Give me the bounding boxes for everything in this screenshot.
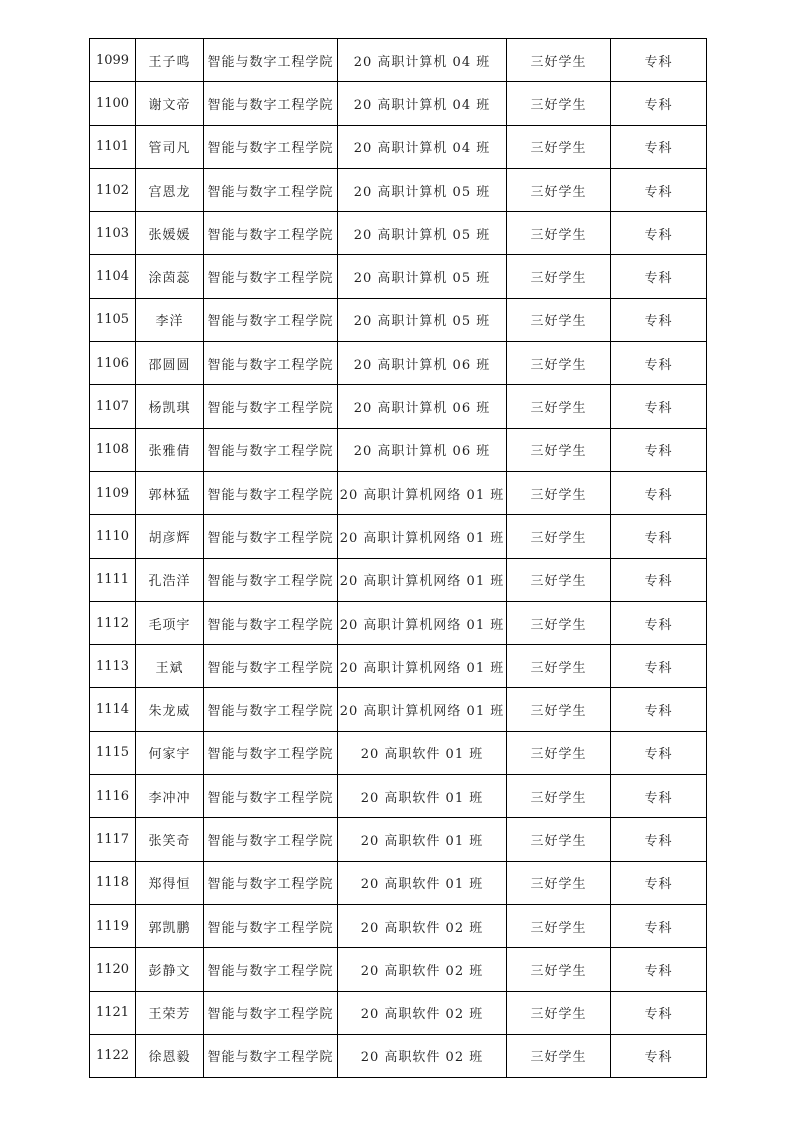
award-title-cell: 三好学生 (507, 428, 611, 471)
education-level-cell: 专科 (611, 601, 707, 644)
class-name-cell: 20 高职计算机网络 01 班 (338, 688, 507, 731)
award-title-cell: 三好学生 (507, 212, 611, 255)
education-level-cell: 专科 (611, 558, 707, 601)
student-name-cell: 张雅倩 (136, 428, 204, 471)
award-title-cell: 三好学生 (507, 39, 611, 82)
award-title-cell: 三好学生 (507, 255, 611, 298)
student-name-cell: 毛项宇 (136, 601, 204, 644)
class-name-cell: 20 高职计算机 04 班 (338, 82, 507, 125)
table-row (90, 861, 707, 904)
college-name-cell: 智能与数字工程学院 (204, 948, 338, 991)
education-level-cell: 专科 (611, 731, 707, 774)
class-name-cell: 20 高职计算机 05 班 (338, 298, 507, 341)
award-title-cell: 三好学生 (507, 558, 611, 601)
row-number-cell: 1119 (90, 904, 136, 947)
class-name-cell: 20 高职软件 01 班 (338, 861, 507, 904)
table-row (90, 39, 707, 82)
student-name-cell: 谢文帝 (136, 82, 204, 125)
table-row (90, 515, 707, 558)
award-title-cell: 三好学生 (507, 775, 611, 818)
education-level-cell: 专科 (611, 861, 707, 904)
row-number-cell: 1116 (90, 775, 136, 818)
student-name-cell: 李冲冲 (136, 775, 204, 818)
class-name-cell: 20 高职计算机 06 班 (338, 385, 507, 428)
class-name-cell: 20 高职软件 01 班 (338, 818, 507, 861)
award-title-cell: 三好学生 (507, 471, 611, 514)
student-name-cell: 管司凡 (136, 125, 204, 168)
student-name-cell: 涂茵蕊 (136, 255, 204, 298)
college-name-cell: 智能与数字工程学院 (204, 515, 338, 558)
award-title-cell: 三好学生 (507, 168, 611, 211)
college-name-cell: 智能与数字工程学院 (204, 255, 338, 298)
student-name-cell: 邵圆圆 (136, 342, 204, 385)
class-name-cell: 20 高职软件 01 班 (338, 775, 507, 818)
college-name-cell: 智能与数字工程学院 (204, 818, 338, 861)
class-name-cell: 20 高职计算机网络 01 班 (338, 601, 507, 644)
table-row (90, 601, 707, 644)
education-level-cell: 专科 (611, 645, 707, 688)
education-level-cell: 专科 (611, 818, 707, 861)
row-number-cell: 1104 (90, 255, 136, 298)
row-number-cell: 1103 (90, 212, 136, 255)
education-level-cell: 专科 (611, 904, 707, 947)
class-name-cell: 20 高职软件 02 班 (338, 991, 507, 1034)
award-title-cell: 三好学生 (507, 82, 611, 125)
class-name-cell: 20 高职计算机网络 01 班 (338, 558, 507, 601)
education-level-cell: 专科 (611, 212, 707, 255)
table-row (90, 818, 707, 861)
row-number-cell: 1118 (90, 861, 136, 904)
college-name-cell: 智能与数字工程学院 (204, 82, 338, 125)
class-name-cell: 20 高职计算机网络 01 班 (338, 645, 507, 688)
table-row (90, 385, 707, 428)
award-title-cell: 三好学生 (507, 298, 611, 341)
award-title-cell: 三好学生 (507, 904, 611, 947)
class-name-cell: 20 高职计算机 04 班 (338, 39, 507, 82)
college-name-cell: 智能与数字工程学院 (204, 775, 338, 818)
award-title-cell: 三好学生 (507, 948, 611, 991)
student-name-cell: 宫恩龙 (136, 168, 204, 211)
college-name-cell: 智能与数字工程学院 (204, 471, 338, 514)
award-title-cell: 三好学生 (507, 688, 611, 731)
table-row (90, 82, 707, 125)
education-level-cell: 专科 (611, 515, 707, 558)
student-name-cell: 张媛媛 (136, 212, 204, 255)
awards-table (89, 38, 707, 1078)
college-name-cell: 智能与数字工程学院 (204, 125, 338, 168)
table-row (90, 255, 707, 298)
row-number-cell: 1105 (90, 298, 136, 341)
student-name-cell: 胡彦辉 (136, 515, 204, 558)
table-row (90, 558, 707, 601)
award-title-cell: 三好学生 (507, 991, 611, 1034)
row-number-cell: 1112 (90, 601, 136, 644)
table-row (90, 342, 707, 385)
class-name-cell: 20 高职计算机 06 班 (338, 342, 507, 385)
award-title-cell: 三好学生 (507, 645, 611, 688)
class-name-cell: 20 高职软件 02 班 (338, 904, 507, 947)
education-level-cell: 专科 (611, 991, 707, 1034)
table-row (90, 775, 707, 818)
table-row (90, 168, 707, 211)
table-row (90, 1034, 707, 1077)
student-name-cell: 徐恩毅 (136, 1034, 204, 1077)
college-name-cell: 智能与数字工程学院 (204, 342, 338, 385)
student-name-cell: 孔浩洋 (136, 558, 204, 601)
row-number-cell: 1101 (90, 125, 136, 168)
row-number-cell: 1108 (90, 428, 136, 471)
education-level-cell: 专科 (611, 39, 707, 82)
college-name-cell: 智能与数字工程学院 (204, 1034, 338, 1077)
class-name-cell: 20 高职计算机 05 班 (338, 212, 507, 255)
table-row (90, 645, 707, 688)
college-name-cell: 智能与数字工程学院 (204, 212, 338, 255)
college-name-cell: 智能与数字工程学院 (204, 861, 338, 904)
award-title-cell: 三好学生 (507, 601, 611, 644)
table-row (90, 688, 707, 731)
award-title-cell: 三好学生 (507, 731, 611, 774)
table-row (90, 904, 707, 947)
class-name-cell: 20 高职软件 02 班 (338, 948, 507, 991)
table-row (90, 731, 707, 774)
class-name-cell: 20 高职计算机 04 班 (338, 125, 507, 168)
award-title-cell: 三好学生 (507, 125, 611, 168)
row-number-cell: 1100 (90, 82, 136, 125)
education-level-cell: 专科 (611, 125, 707, 168)
college-name-cell: 智能与数字工程学院 (204, 688, 338, 731)
class-name-cell: 20 高职计算机网络 01 班 (338, 471, 507, 514)
row-number-cell: 1110 (90, 515, 136, 558)
row-number-cell: 1114 (90, 688, 136, 731)
education-level-cell: 专科 (611, 342, 707, 385)
award-title-cell: 三好学生 (507, 385, 611, 428)
table-row (90, 298, 707, 341)
student-name-cell: 王荣芳 (136, 991, 204, 1034)
student-name-cell: 张笑奇 (136, 818, 204, 861)
college-name-cell: 智能与数字工程学院 (204, 645, 338, 688)
education-level-cell: 专科 (611, 948, 707, 991)
row-number-cell: 1115 (90, 731, 136, 774)
college-name-cell: 智能与数字工程学院 (204, 428, 338, 471)
college-name-cell: 智能与数字工程学院 (204, 904, 338, 947)
row-number-cell: 1122 (90, 1034, 136, 1077)
student-name-cell: 彭静文 (136, 948, 204, 991)
student-name-cell: 郭林猛 (136, 471, 204, 514)
row-number-cell: 1109 (90, 471, 136, 514)
award-title-cell: 三好学生 (507, 861, 611, 904)
awards-table-body (90, 39, 707, 1078)
table-row (90, 471, 707, 514)
class-name-cell: 20 高职计算机 05 班 (338, 255, 507, 298)
table-row (90, 428, 707, 471)
education-level-cell: 专科 (611, 385, 707, 428)
class-name-cell: 20 高职计算机 06 班 (338, 428, 507, 471)
row-number-cell: 1121 (90, 991, 136, 1034)
education-level-cell: 专科 (611, 1034, 707, 1077)
award-title-cell: 三好学生 (507, 342, 611, 385)
row-number-cell: 1099 (90, 39, 136, 82)
college-name-cell: 智能与数字工程学院 (204, 991, 338, 1034)
table-row (90, 948, 707, 991)
award-title-cell: 三好学生 (507, 515, 611, 558)
college-name-cell: 智能与数字工程学院 (204, 731, 338, 774)
student-name-cell: 王子鸣 (136, 39, 204, 82)
college-name-cell: 智能与数字工程学院 (204, 168, 338, 211)
class-name-cell: 20 高职计算机 05 班 (338, 168, 507, 211)
college-name-cell: 智能与数字工程学院 (204, 385, 338, 428)
table-row (90, 212, 707, 255)
table-row (90, 991, 707, 1034)
student-name-cell: 郭凯鹏 (136, 904, 204, 947)
student-name-cell: 杨凯琪 (136, 385, 204, 428)
row-number-cell: 1106 (90, 342, 136, 385)
education-level-cell: 专科 (611, 168, 707, 211)
education-level-cell: 专科 (611, 775, 707, 818)
education-level-cell: 专科 (611, 255, 707, 298)
college-name-cell: 智能与数字工程学院 (204, 601, 338, 644)
education-level-cell: 专科 (611, 298, 707, 341)
college-name-cell: 智能与数字工程学院 (204, 39, 338, 82)
college-name-cell: 智能与数字工程学院 (204, 558, 338, 601)
education-level-cell: 专科 (611, 428, 707, 471)
student-name-cell: 朱龙威 (136, 688, 204, 731)
class-name-cell: 20 高职计算机网络 01 班 (338, 515, 507, 558)
student-name-cell: 王斌 (136, 645, 204, 688)
student-name-cell: 郑得恒 (136, 861, 204, 904)
class-name-cell: 20 高职软件 02 班 (338, 1034, 507, 1077)
award-title-cell: 三好学生 (507, 1034, 611, 1077)
row-number-cell: 1113 (90, 645, 136, 688)
award-title-cell: 三好学生 (507, 818, 611, 861)
table-row (90, 125, 707, 168)
student-name-cell: 李洋 (136, 298, 204, 341)
college-name-cell: 智能与数字工程学院 (204, 298, 338, 341)
row-number-cell: 1111 (90, 558, 136, 601)
education-level-cell: 专科 (611, 688, 707, 731)
row-number-cell: 1102 (90, 168, 136, 211)
education-level-cell: 专科 (611, 471, 707, 514)
education-level-cell: 专科 (611, 82, 707, 125)
row-number-cell: 1120 (90, 948, 136, 991)
student-name-cell: 何家宇 (136, 731, 204, 774)
row-number-cell: 1117 (90, 818, 136, 861)
row-number-cell: 1107 (90, 385, 136, 428)
class-name-cell: 20 高职软件 01 班 (338, 731, 507, 774)
